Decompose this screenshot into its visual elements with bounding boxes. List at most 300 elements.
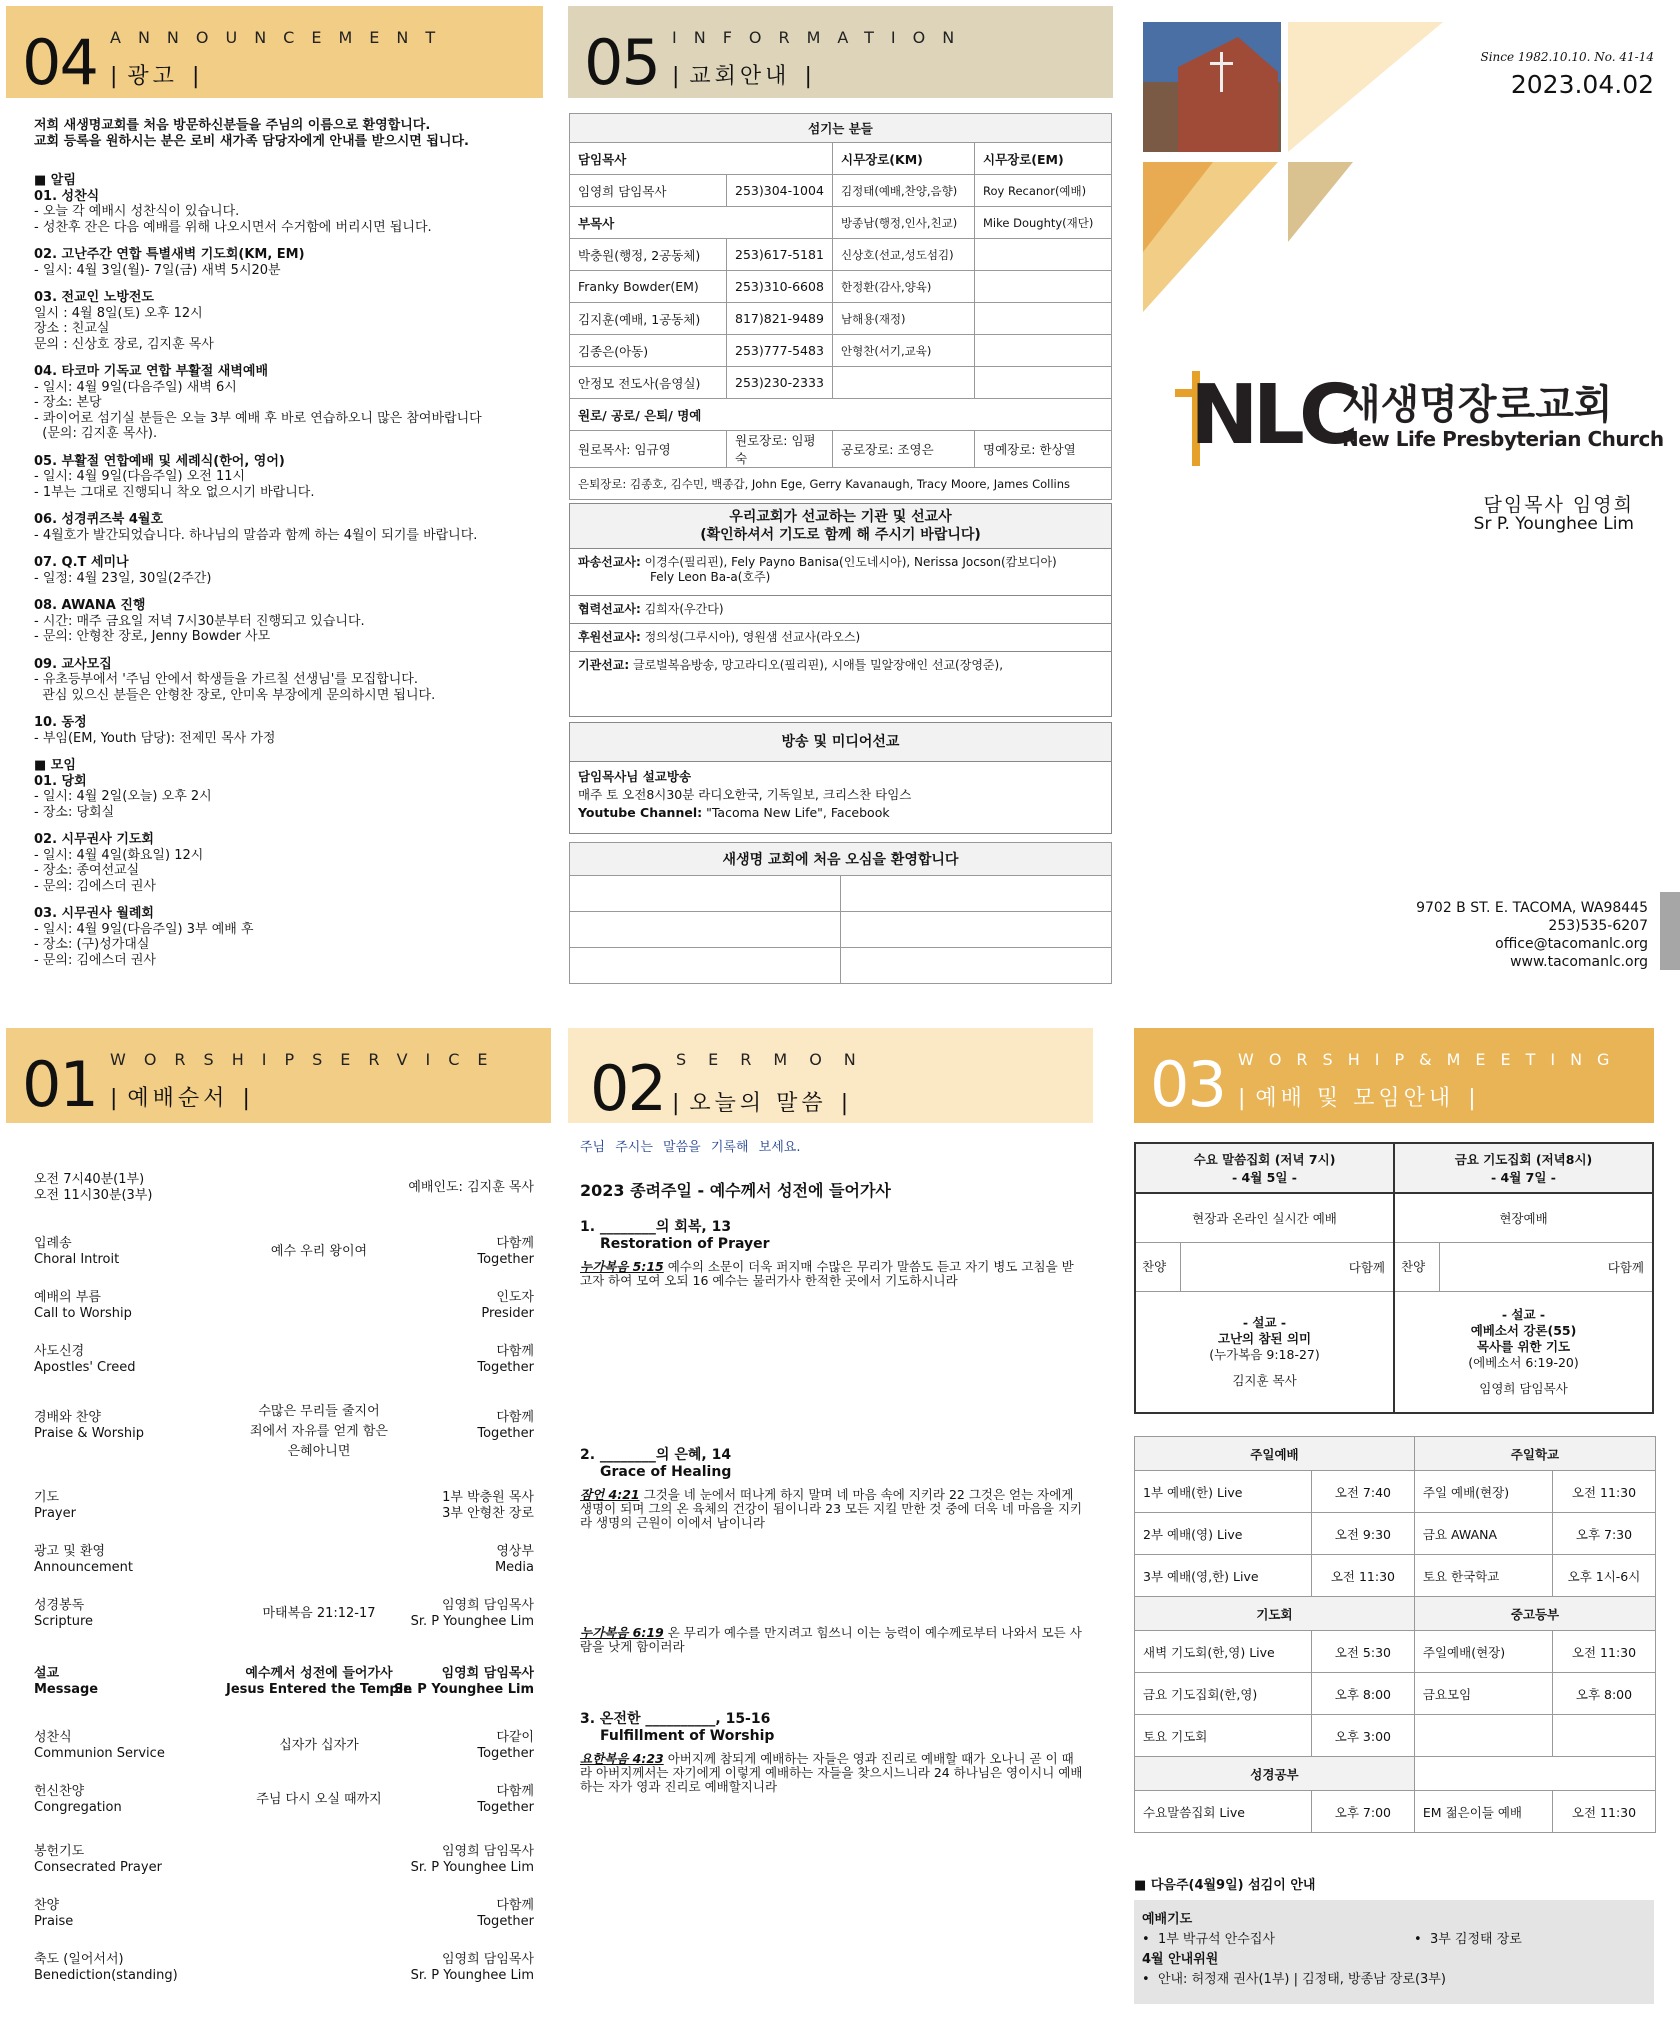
assoc-name: 안정모 전도사(음영실): [570, 367, 727, 399]
order-leader: [394, 1666, 534, 1698]
item-line: - 일시: 4월 9일(다음주일) 새벽 6시: [34, 379, 237, 395]
schedule-cell: 오전 9:30: [1311, 1513, 1414, 1555]
sermon-title: 2023 종려주일 - 예수께서 성전에 들어가사: [580, 1181, 891, 1200]
item-line: - 문의: 김에스더 권사: [34, 878, 156, 894]
wed-date: - 4월 5일 -: [1232, 1170, 1297, 1185]
order-kor: 성찬식: [34, 1730, 72, 1745]
honor-item: 공로장로: 조영은: [833, 431, 975, 468]
mission-text: 김희자(우간다): [644, 602, 724, 616]
order-leader: [411, 1598, 534, 1630]
phone-line: 253)535-6207: [1548, 918, 1648, 934]
item-line: - 일시: 4월 9일(다음주일) 3부 예배 후: [34, 921, 254, 937]
announcement-body: [34, 118, 534, 980]
order-leader-line: 다함께: [496, 1784, 534, 1799]
assoc-phone: 253)310-6608: [727, 271, 833, 303]
schedule-cell: 오전 11:30: [1553, 1631, 1656, 1673]
praise-label: 찬양: [1395, 1243, 1440, 1291]
welcome-cell[interactable]: [840, 912, 1111, 948]
order-kor: 봉헌기도: [34, 1844, 85, 1859]
schedule-cell: EM 젊은이들 예배: [1414, 1791, 1552, 1833]
information-panel: [568, 6, 1113, 1006]
verse-text: 예수의 소문이 더욱 퍼지매 수많은 무리가 말씀도 듣고 자기 병도 고침을 받고자 하여 모여 오되 16 예수는 물러가사 한적한 곳에서 기도하시니라: [580, 1259, 1074, 1288]
verse: [580, 1752, 1085, 1794]
order-leader-line: 인도자: [496, 1290, 534, 1305]
order-eng: Call to Worship: [34, 1306, 132, 1321]
guide-title: 4월 안내위원: [1142, 1952, 1219, 1967]
media-subtitle: 담임목사님 설교방송: [578, 769, 692, 784]
schedule-header: [1135, 1757, 1656, 1791]
since-text: Since 1982.10.10. No. 41-14: [1480, 50, 1654, 64]
verse-ref: 누가복음 5:15: [580, 1259, 664, 1274]
order-label: [34, 1666, 98, 1698]
schedule-cell: 2부 예배(영) Live: [1135, 1513, 1312, 1555]
item-title: 01. 당회: [34, 773, 87, 789]
assoc-phone: 253)617-5181: [727, 239, 833, 271]
mission-text: Fely Leon Ba-a(호주): [650, 570, 771, 584]
wed-title: [1135, 1143, 1394, 1193]
assoc-row: [570, 303, 1112, 335]
welcome-cell[interactable]: [840, 876, 1111, 912]
section-kor-title: | 예배순서 |: [110, 1081, 254, 1112]
schedule-cell: 오전 5:30: [1311, 1631, 1414, 1673]
item-line: - 성찬후 잔은 다음 예배를 위해 나오시면서 수거함에 버리시면 됩니다.: [34, 219, 432, 235]
schedule-cell: 금요 AWANA: [1414, 1513, 1552, 1555]
em-elder: [975, 271, 1112, 303]
order-eng: Congregation: [34, 1800, 122, 1815]
section-number: 01: [22, 1048, 97, 1121]
sermon-header: [568, 1028, 1093, 1123]
order-leader-line: Together: [477, 1746, 534, 1761]
schedule-cell: 토요 한국학교: [1414, 1555, 1552, 1597]
em-elder: [975, 367, 1112, 399]
next-week-text: 다음주(4월9일) 섬김이 안내: [1150, 1878, 1316, 1893]
honor-item: 원로목사: 임규영: [570, 431, 727, 468]
praise-all: 다함께: [1607, 1260, 1644, 1275]
announcement-item: [34, 512, 534, 543]
order-kor: 설교: [34, 1666, 60, 1681]
section-number: 05: [584, 26, 659, 99]
order-leader-line: 다함께: [496, 1410, 534, 1425]
order-leader: [477, 1898, 534, 1930]
fri-mode: 현장예배: [1394, 1193, 1653, 1243]
point-eng: Fulfillment of Worship: [600, 1728, 775, 1744]
order-label: [34, 1410, 144, 1442]
intro-line: 교회 등록을 원하시는 분은 로비 새가족 담당자에게 안내를 받으시면 됩니다.: [34, 133, 469, 149]
order-leader-line: Sr. P Younghee Lim: [410, 1968, 534, 1983]
order-content-line: 주님 다시 오실 때까지: [256, 1792, 382, 1807]
wed-title-text: 수요 말씀집회 (저녁 7시): [1193, 1152, 1336, 1167]
order-label: [34, 1344, 135, 1376]
schedule-head: 성경공부: [1135, 1757, 1415, 1791]
honor-item: 원로장로: 임평숙: [727, 431, 833, 468]
announcement-header: [6, 6, 543, 98]
alert-title: ■ 알림: [34, 173, 76, 188]
section-eng-title: ANNOUNCEMENT: [110, 28, 453, 47]
welcome-title: 새생명 교회에 처음 오심을 환영합니다: [570, 843, 1112, 876]
km-elder: 한정환(감사,양육): [833, 271, 975, 303]
order-leader-line: 임영희 담임목사: [441, 1666, 534, 1681]
service-time: 오전 7시40분(1부): [34, 1172, 145, 1187]
order-kor: 사도신경: [34, 1344, 85, 1359]
meeting-item: [34, 832, 534, 894]
pastor-phone: 253)304-1004: [727, 175, 833, 207]
sermon-title: 고난의 참된 의미: [1217, 1331, 1312, 1346]
schedule-cell: 수요말씀집회 Live: [1135, 1791, 1312, 1833]
retired-elders: 은퇴장로: 김종호, 김수민, 백종갑, John Ege, Gerry Kavanaugh, Tracy Moore, James Collins: [570, 468, 1112, 500]
assoc-phone: 817)821-9489: [727, 303, 833, 335]
schedule-cell: [1414, 1715, 1552, 1757]
h-assoc: 부목사: [570, 207, 833, 239]
logo-letters: NLC: [1190, 368, 1354, 463]
order-leader: [477, 1344, 534, 1376]
order-eng: Scripture: [34, 1614, 94, 1629]
schedule-cell: 오후 7:00: [1311, 1791, 1414, 1833]
schedule-head: 기도회: [1135, 1597, 1415, 1631]
schedule-cell: 금요모임: [1414, 1673, 1552, 1715]
assoc-phone: 253)230-2333: [727, 367, 833, 399]
point-head: 2. ________의 은혜, 14: [580, 1447, 732, 1463]
welcome-cell[interactable]: [840, 948, 1111, 984]
order-leader-line: 임영희 담임목사: [441, 1598, 534, 1613]
mission-row: [570, 652, 1111, 682]
item-line: 일시 : 4월 8일(토) 오후 12시: [34, 305, 203, 321]
verse: [580, 1260, 1085, 1288]
order-leader: [481, 1290, 534, 1322]
section-eng-title: INFORMATION: [672, 28, 972, 47]
km-elder: [833, 367, 975, 399]
item-line: - 유초등부에서 '주님 안에서 학생들을 가르칠 선생님'를 모집합니다.: [34, 672, 418, 687]
praise-all: 다함께: [1348, 1260, 1385, 1275]
item-line: - 일시: 4월 4일(화요일) 12시: [34, 847, 204, 863]
announcement-item: [34, 189, 534, 236]
item-line: - 시간: 매주 금요일 저녁 7시30분부터 진행되고 있습니다.: [34, 613, 365, 629]
assoc-name: Franky Bowder(EM): [570, 271, 727, 303]
staff-title: 섬기는 분들: [570, 114, 1112, 143]
schedule-cell: 오후 7:30: [1553, 1513, 1656, 1555]
order-leader-line: Sr. P Younghee Lim: [393, 1682, 534, 1697]
item-line: - 1부는 그대로 진행되니 착오 없으시기 바랍니다.: [34, 484, 315, 500]
section-eng-title: WORSHIPSERVICE: [110, 1050, 506, 1069]
order-eng: Consecrated Prayer: [34, 1860, 162, 1875]
order-content-line: Jesus Entered the Temple: [225, 1682, 413, 1697]
schedule-row: [1135, 1555, 1656, 1597]
schedule-row: [1135, 1791, 1656, 1833]
meeting-item: [34, 774, 534, 821]
section-kor-title: | 예배 및 모임안내 |: [1238, 1081, 1480, 1112]
item-title: 06. 성경퀴즈북 4월호: [34, 512, 164, 527]
order-leader-line: 영상부: [496, 1544, 534, 1559]
order-leader-line: Sr. P Younghee Lim: [410, 1614, 534, 1629]
order-kor: 광고 및 환영: [34, 1544, 106, 1559]
fri-title: [1394, 1143, 1653, 1193]
sermon-ref: (누가복음 9:18-27): [1209, 1347, 1320, 1362]
meeting-panel: [1134, 1028, 1674, 2033]
item-line: - 일시: 4월 9일(다음주일) 오전 11시: [34, 469, 246, 484]
order-content-line: 죄에서 자유를 얻게 함은: [250, 1424, 388, 1439]
item-title: 10. 동정: [34, 715, 87, 730]
item-line: - 콰이어로 섬기실 분들은 오늘 3부 예배 후 바로 연습하오니 많은 참여바랍니다: [34, 410, 482, 426]
item-title: 07. Q.T 세미나: [34, 555, 129, 570]
honor-item: 명예장로: 한상열: [975, 431, 1112, 468]
item-title: 05. 부활절 연합예배 및 세례식(한어, 영어): [34, 453, 285, 469]
point-head: 3. 온전한 __________, 15-16: [580, 1711, 771, 1727]
praise-label: 찬양: [1136, 1243, 1181, 1291]
meeting-item: [34, 906, 534, 968]
sermon-note: 주님 주시는 말씀을 기록해 보세요.: [580, 1140, 801, 1155]
mission-text: 글로벌복음방송, 망고라디오(필리핀), 시애틀 밀알장애인 선교(장영준),: [633, 658, 1004, 672]
order-content: [194, 1606, 444, 1622]
order-leader-line: 다같이: [496, 1730, 534, 1745]
schedule-head: [1414, 1757, 1655, 1791]
sermon-ref: (에베소서 6:19-20): [1468, 1355, 1579, 1370]
item-line: - 일시: 4월 3일(월)- 7일(금) 새벽 5시20분: [34, 262, 281, 278]
schedule-header: [1135, 1437, 1656, 1471]
order-eng: Choral Introit: [34, 1252, 120, 1267]
schedule-cell: 주일 예배(현장): [1414, 1471, 1552, 1513]
pray-duty: 3부 김정태 장로: [1429, 1932, 1522, 1947]
assoc-name: 김지훈(예배, 1공동체): [570, 303, 727, 335]
item-line: - 문의: 김에스더 권사: [34, 952, 156, 968]
order-leader-line: 다함께: [496, 1898, 534, 1913]
order-leader-line: Together: [477, 1800, 534, 1815]
welcome-cell[interactable]: [570, 876, 841, 912]
schedule-header: [1135, 1597, 1656, 1631]
km-elder: 김정태(예배,찬양,음향): [833, 175, 975, 207]
schedule-cell: 오후 1시-6시: [1553, 1555, 1656, 1597]
item-title: 02. 고난주간 연합 특별새벽 기도회(KM, EM): [34, 247, 305, 262]
order-leader-line: 1부 박충원 목사: [442, 1490, 534, 1505]
section-kor-title: | 오늘의 말씀 |: [672, 1086, 852, 1117]
schedule-row: [1135, 1715, 1656, 1757]
item-line: 장소 : 친교실: [34, 321, 110, 336]
square-bullet-icon: ■: [1134, 1878, 1147, 1893]
address-line: 9702 B ST. E. TACOMA, WA98445: [1416, 900, 1648, 916]
schedule-cell: 새벽 기도회(한,영) Live: [1135, 1631, 1312, 1673]
order-leader-line: 다함께: [496, 1344, 534, 1359]
meeting-header: [1134, 1028, 1654, 1123]
order-kor: 예배의 부름: [34, 1290, 101, 1305]
worship-header: [6, 1028, 551, 1123]
order-label: [34, 1236, 119, 1268]
schedule-cell: 오전 11:30: [1311, 1555, 1414, 1597]
guide-text: 안내: 허정재 권사(1부) | 김정태, 방종남 장로(3부): [1157, 1972, 1446, 1987]
order-leader: [477, 1236, 534, 1268]
verse-ref: 잠언 4:21: [580, 1487, 640, 1502]
mission-label: 후원선교사:: [578, 630, 641, 644]
verse-ref: 누가복음 6:19: [580, 1625, 664, 1640]
assoc-row: [570, 335, 1112, 367]
media-line: 매주 토 오전8시30분 라디오한국, 기독일보, 크리스찬 타임스: [578, 787, 912, 802]
item-title: 03. 시무권사 월례회: [34, 906, 154, 921]
mission-label: 파송선교사:: [578, 555, 641, 569]
pray-duty: 1부 박규석 안수집사: [1157, 1932, 1275, 1947]
order-content: [194, 1402, 444, 1462]
order-leader-line: 임영희 담임목사: [441, 1952, 534, 1967]
item-line: - 장소: 본당: [34, 395, 102, 410]
em-elder: Mike Doughty(재단): [975, 207, 1112, 239]
church-name-kor: 새생명장로교회: [1342, 382, 1613, 428]
section-eng-title: WORSHIP&MEETING: [1238, 1050, 1625, 1069]
order-kor: 기도: [34, 1490, 60, 1505]
duty-box: 예배기도 • 1부 박규석 안수집사 • 3부 김정태 장로 4월 안내위원 • 안내: 허정재 권사(1부) | 김정태, 방종남 장로(3부): [1134, 1900, 1654, 2004]
order-eng: Praise: [34, 1914, 74, 1929]
h-em: 시무장로(EM): [975, 143, 1112, 175]
order-label: [34, 1952, 178, 1984]
item-title: 09. 교사모집: [34, 656, 112, 672]
mission-box: [569, 503, 1112, 717]
preacher: 임영희 담임목사: [1479, 1381, 1568, 1396]
side-bar: [1660, 892, 1680, 970]
order-content-line: 십자가 십자가: [279, 1738, 359, 1753]
announcement-panel: [6, 6, 543, 1006]
schedule-row: [1135, 1631, 1656, 1673]
order-leader-line: Sr. P Younghee Lim: [410, 1860, 534, 1875]
order-leader-line: 3부 안형찬 장로: [442, 1506, 534, 1521]
order-leader: [411, 1844, 534, 1876]
fri-sermon: [1394, 1292, 1653, 1414]
item-title: 01. 성찬식: [34, 188, 100, 204]
assoc-row: [570, 239, 1112, 271]
order-label: [34, 1730, 165, 1762]
order-leader-line: Together: [477, 1360, 534, 1375]
order-eng: Prayer: [34, 1506, 76, 1521]
order-leader: [495, 1544, 534, 1576]
welcome-cell[interactable]: [570, 912, 841, 948]
media-title: 방송 및 미디어선교: [570, 723, 1111, 762]
order-eng: Apostles' Creed: [34, 1360, 136, 1375]
mission-title-line: 우리교회가 선교하는 기관 및 선교사: [729, 509, 952, 525]
worship-leader: 예배인도: 김지훈 목사: [408, 1180, 534, 1195]
verse-text: 온 무리가 예수를 만지려고 힘쓰니 이는 능력이 예수께로부터 나와서 모든 사람을 낫게 함이러라: [580, 1625, 1082, 1654]
sermon-label: - 설교 -: [1242, 1315, 1287, 1330]
mission-label: 협력선교사:: [578, 602, 641, 616]
welcome-cell[interactable]: [570, 948, 841, 984]
verse-ref: 요한복음 4:23: [580, 1751, 664, 1766]
announcement-item: [34, 247, 534, 278]
order-eng: Praise & Worship: [34, 1426, 144, 1441]
staff-table: [569, 113, 1112, 500]
cover-panel: [1136, 6, 1680, 1006]
order-label: [34, 1544, 133, 1576]
item-title: 08. AWANA 진행: [34, 598, 146, 613]
announcement-item: [34, 555, 534, 586]
order-label: [34, 1844, 162, 1876]
km-elder: 남해용(재정): [833, 303, 975, 335]
km-elder: 신상호(선교,성도섬김): [833, 239, 975, 271]
order-content: [194, 1244, 444, 1260]
schedule-cell: 오후 3:00: [1311, 1715, 1414, 1757]
assoc-row: [570, 367, 1112, 399]
verse-text: 그것을 네 눈에서 떠나게 하지 말며 네 마음 속에 지키라 22 그것은 얻는 자에게 생명이 되며 그의 온 육체의 건강이 됨이니라 23 모든 지킬 만한 것 중에 더욱 네 마음을 지키라 생명의 근원이 이에서 남이니라: [580, 1487, 1083, 1530]
schedule-cell: 오후 8:00: [1311, 1673, 1414, 1715]
item-line: - 장소: (구)성가대실: [34, 937, 150, 952]
item-line: 문의 : 신상호 장로, 김지훈 목사: [34, 336, 214, 352]
schedule-row: [1135, 1513, 1656, 1555]
wed-mode: 현장과 온라인 실시간 예배: [1135, 1193, 1394, 1243]
order-content: [194, 1738, 444, 1754]
media-box: [569, 722, 1112, 834]
wed-sermon: [1135, 1292, 1394, 1414]
order-kor: 헌신찬양: [34, 1784, 85, 1799]
section-number: 03: [1150, 1048, 1225, 1121]
address-block: [1416, 899, 1648, 971]
schedule-cell: 오전 11:30: [1553, 1471, 1656, 1513]
h-pastor: 담임목사: [570, 143, 833, 175]
item-line: (문의: 김지훈 목사).: [34, 426, 158, 441]
section-kor-title: | 교회안내 |: [672, 59, 816, 90]
order-leader-line: Presider: [481, 1306, 534, 1321]
mission-title-line: (확인하셔서 기도로 함께 해 주시기 바랍니다): [700, 527, 981, 543]
youtube-text: "Tacoma New Life", Facebook: [706, 805, 890, 820]
mission-list: [570, 549, 1111, 682]
schedule-cell: 3부 예배(영,한) Live: [1135, 1555, 1312, 1597]
sermon-point: [580, 1216, 1085, 1288]
item-title: 02. 시무권사 기도회: [34, 832, 154, 847]
website-link[interactable]: www.tacomanlc.org: [1510, 954, 1648, 970]
em-elder: Roy Recanor(예배): [975, 175, 1112, 207]
fri-title-text: 금요 기도집회 (저녁8시): [1454, 1152, 1593, 1167]
intro-line: 저희 새생명교회를 처음 방문하신분들을 주님의 이름으로 환영합니다.: [34, 118, 431, 133]
order-label: [34, 1290, 132, 1322]
sermon-point: [580, 1444, 1085, 1654]
km-elder: 방종남(행정,인사,친교): [833, 207, 975, 239]
pray-title: 예배기도: [1142, 1912, 1193, 1927]
gold-triangle: [1288, 22, 1443, 152]
order-leader: [477, 1410, 534, 1442]
section-number: 04: [22, 26, 97, 99]
order-eng: Benediction(standing): [34, 1968, 178, 1983]
meeting-title: ■ 모임: [34, 758, 76, 773]
mission-text: 정의성(그루시아), 영원샘 선교사(라오스): [644, 630, 861, 644]
verse-text: 아버지께 참되게 예배하는 자들은 영과 진리로 예배할 때가 오나니 곧 이 때라 아버지께서는 자기에게 이렇게 예배하는 자들을 찾으시느니라 24 하나님은 영이시니 예배하는 자가 영과 진리로 예배할지니라: [580, 1751, 1083, 1794]
assoc-row: [570, 271, 1112, 303]
em-elder: [975, 335, 1112, 367]
sermon-title: 예베소서 강론(55): [1470, 1323, 1577, 1338]
email-link[interactable]: office@tacomanlc.org: [1495, 936, 1648, 952]
item-line: - 오늘 각 예배시 성찬식이 있습니다.: [34, 204, 240, 219]
section-kor-title: | 광고 |: [110, 59, 203, 90]
point-head: 1. ________의 회복, 13: [580, 1219, 732, 1235]
order-label: [34, 1898, 73, 1930]
item-title: 03. 전교인 노방전도: [34, 290, 154, 305]
mission-label: 기관선교:: [578, 658, 630, 672]
item-line: - 문의: 안형찬 장로, Jenny Bowder 사모: [34, 629, 271, 644]
announcement-item: [34, 715, 534, 746]
sermon-label: - 설교 -: [1501, 1307, 1546, 1322]
order-content-line: 수많은 무리들 줄지어: [258, 1404, 380, 1419]
church-logo: [1170, 361, 1664, 481]
sermon-title: 목사를 위한 기도: [1476, 1339, 1571, 1354]
youtube-label: Youtube Channel:: [578, 805, 703, 820]
item-line: - 부임(EM, Youth 담당): 전제민 목사 가정: [34, 730, 276, 746]
sermon-panel: [568, 1028, 1093, 2033]
intro-text: [34, 118, 534, 149]
schedule-cell: 금요 기도집회(한,영): [1135, 1673, 1312, 1715]
schedule-cell: 오전 7:40: [1311, 1471, 1414, 1513]
order-kor: 축도 (일어서서): [34, 1952, 124, 1967]
mission-title: [570, 504, 1111, 549]
item-line: - 일시: 4월 2일(오늘) 오후 2시: [34, 789, 212, 804]
service-table: [1134, 1142, 1654, 1414]
order-leader-line: 다함께: [496, 1236, 534, 1251]
assoc-name: 박충원(행정, 2공동체): [570, 239, 727, 271]
order-content: [194, 1792, 444, 1808]
order-kor: 찬양: [34, 1898, 60, 1913]
worship-panel: [6, 1028, 551, 2033]
order-content-line: 예수께서 성전에 들어가사: [245, 1666, 393, 1681]
mission-row: [570, 549, 1111, 596]
order-label: [34, 1490, 76, 1522]
